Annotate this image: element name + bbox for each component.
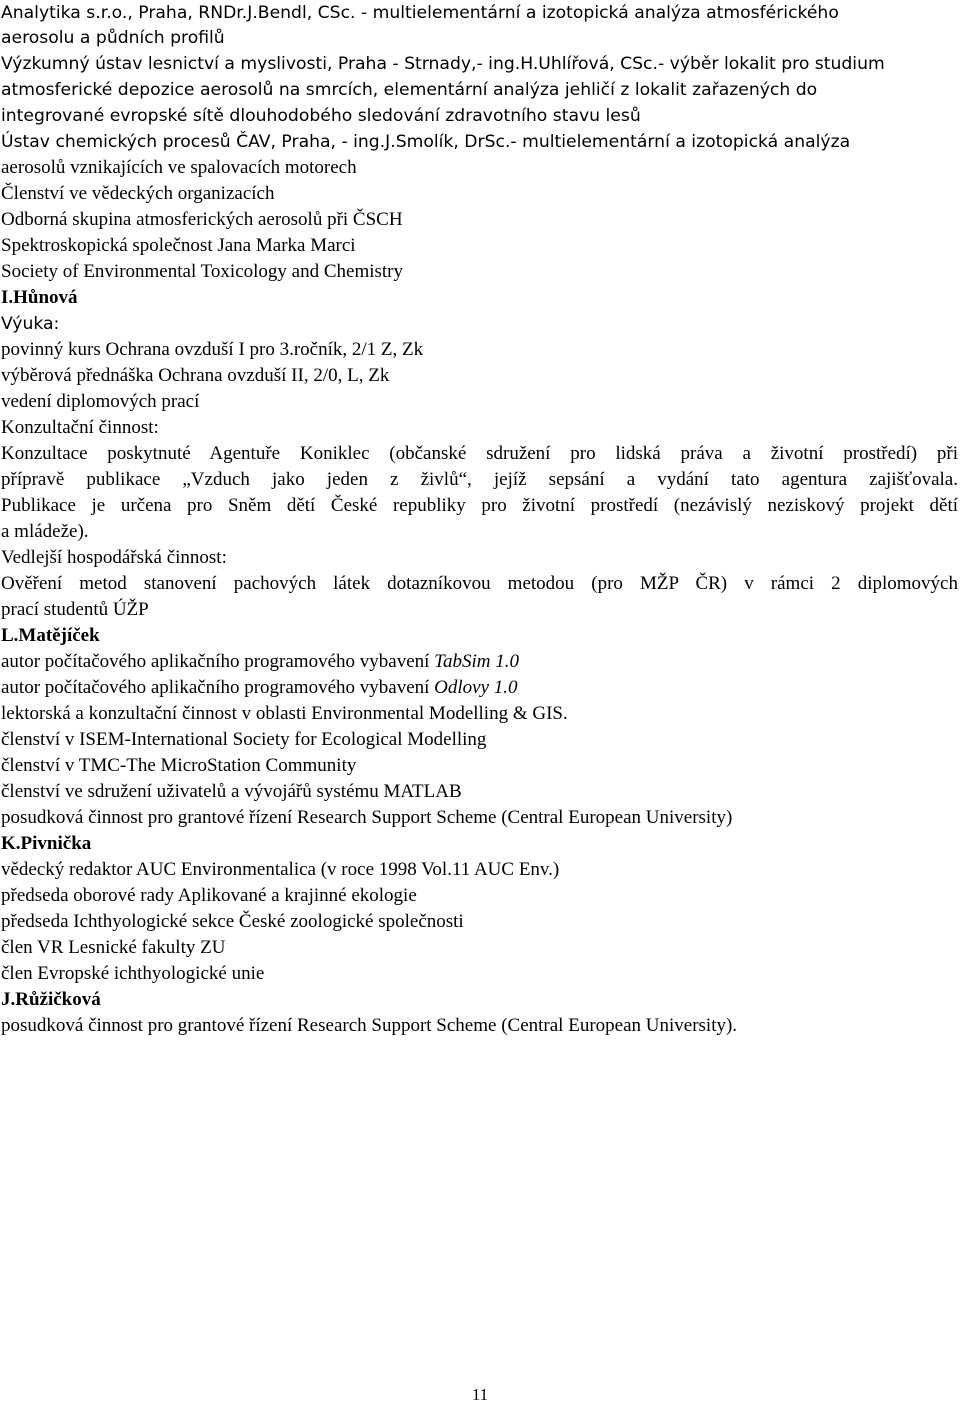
text-line: Analytika s.r.o., Praha, RNDr.J.Bendl, CSc. - multielementární a izotopická analýza atmosférického (1, 3, 839, 23)
text-line: Society of Environmental Toxicology and Chemistry (1, 261, 404, 282)
text-line: prací studentů ÚŽP (1, 599, 149, 620)
text-line (1, 51, 885, 77)
section-heading: Konzultační činnost: (1, 417, 159, 438)
person-heading: K.Pivnička (1, 833, 92, 854)
text-line: členství ve sdružení uživatelů a vývojářů systému MATLAB (1, 781, 462, 802)
text-line: aerosolů vznikajících ve spalovacích motorech (1, 157, 357, 178)
text-line: členství v ISEM-International Society for Ecological Modelling (1, 729, 487, 750)
person-heading: I.Hůnová (1, 287, 78, 308)
text-line: výběrová přednáška Ochrana ovzduší II, 2/0, L, Zk (1, 365, 390, 386)
text-segment: - multielementární a izotopická analýza (510, 132, 851, 152)
text-line: lektorská a konzultační činnost v oblasti Environmental Modelling & GIS. (1, 703, 568, 724)
text-line: předseda Ichthyologické sekce České zoologické společnosti (1, 911, 464, 932)
text-line (1, 649, 519, 675)
text-segment: Ústav chemických procesů ČAV, Praha, - ing.J.Smolík, DrSc. (1, 132, 511, 152)
text-line: integrované evropské sítě dlouhodobého sledování zdravotního stavu lesů (1, 106, 641, 126)
page-number: 11 (471, 1385, 489, 1404)
text-segment: Výzkumný ústav lesnictví a myslivosti, Praha - Strnady,- ing.H.Uhlířová, CSc. (1, 54, 658, 74)
software-name: Odlovy 1.0 (434, 677, 518, 698)
text-line: Odborná skupina atmosferických aerosolů při ČSCH (1, 209, 403, 230)
text-line: posudková činnost pro grantové řízení Research Support Scheme (Central European University). (1, 1015, 738, 1036)
text-line: Spektroskopická společnost Jana Marka Marci (1, 235, 356, 256)
text-line: Publikace je určena pro Sněm dětí České republiky pro životní prostředí (nezávislý neziskový projekt dětí (1, 495, 958, 516)
text-line: Ověření metod stanovení pachových látek dotazníkovou metodou (pro MŽP ČR) v rámci 2 diplomových (1, 573, 958, 594)
text-line: členství v TMC-The MicroStation Community (1, 755, 357, 776)
text-line: předseda oborové rady Aplikované a krajinné ekologie (1, 885, 417, 906)
person-heading: J.Růžičková (1, 989, 101, 1010)
person-heading: L.Matějíček (1, 625, 100, 646)
section-heading: Výuka: (1, 314, 60, 334)
text-line: člen VR Lesnické fakulty ZU (1, 937, 226, 958)
text-line (1, 675, 518, 701)
text-line: posudková činnost pro grantové řízení Research Support Scheme (Central European University) (1, 807, 733, 828)
text-segment: - výběr lokalit pro studium (657, 54, 885, 74)
section-heading: Členství ve vědeckých organizacích (1, 183, 275, 204)
text-line: aerosolu a půdních profilů (1, 28, 225, 48)
text-line: člen Evropské ichthyologické unie (1, 963, 265, 984)
text-segment: autor počítačového aplikačního programového vybavení (1, 651, 435, 672)
text-line: vědecký redaktor AUC Environmentalica (v roce 1998 Vol.11 AUC Env.) (1, 859, 560, 880)
text-line (1, 129, 850, 155)
text-line: přípravě publikace „Vzduch jako jeden z živlů“, jejíž sepsání a vydání tato agentura zajišťovala. (1, 469, 958, 490)
text-line: vedení diplomových prací (1, 391, 200, 412)
text-line: Konzultace poskytnuté Agentuře Koniklec (občanské sdružení pro lidská práva a životní prostředí) při (1, 443, 958, 464)
text-line: a mládeže). (1, 521, 89, 542)
text-line: povinný kurs Ochrana ovzduší I pro 3.ročník, 2/1 Z, Zk (1, 339, 424, 360)
text-segment: autor počítačového aplikačního programového vybavení (1, 677, 435, 698)
software-name: TabSim 1.0 (434, 651, 519, 672)
text-line: atmosferické depozice aerosolů na smrcích, elementární analýza jehličí z lokalit zařazených do (1, 80, 818, 100)
section-heading: Vedlejší hospodářská činnost: (1, 547, 227, 568)
